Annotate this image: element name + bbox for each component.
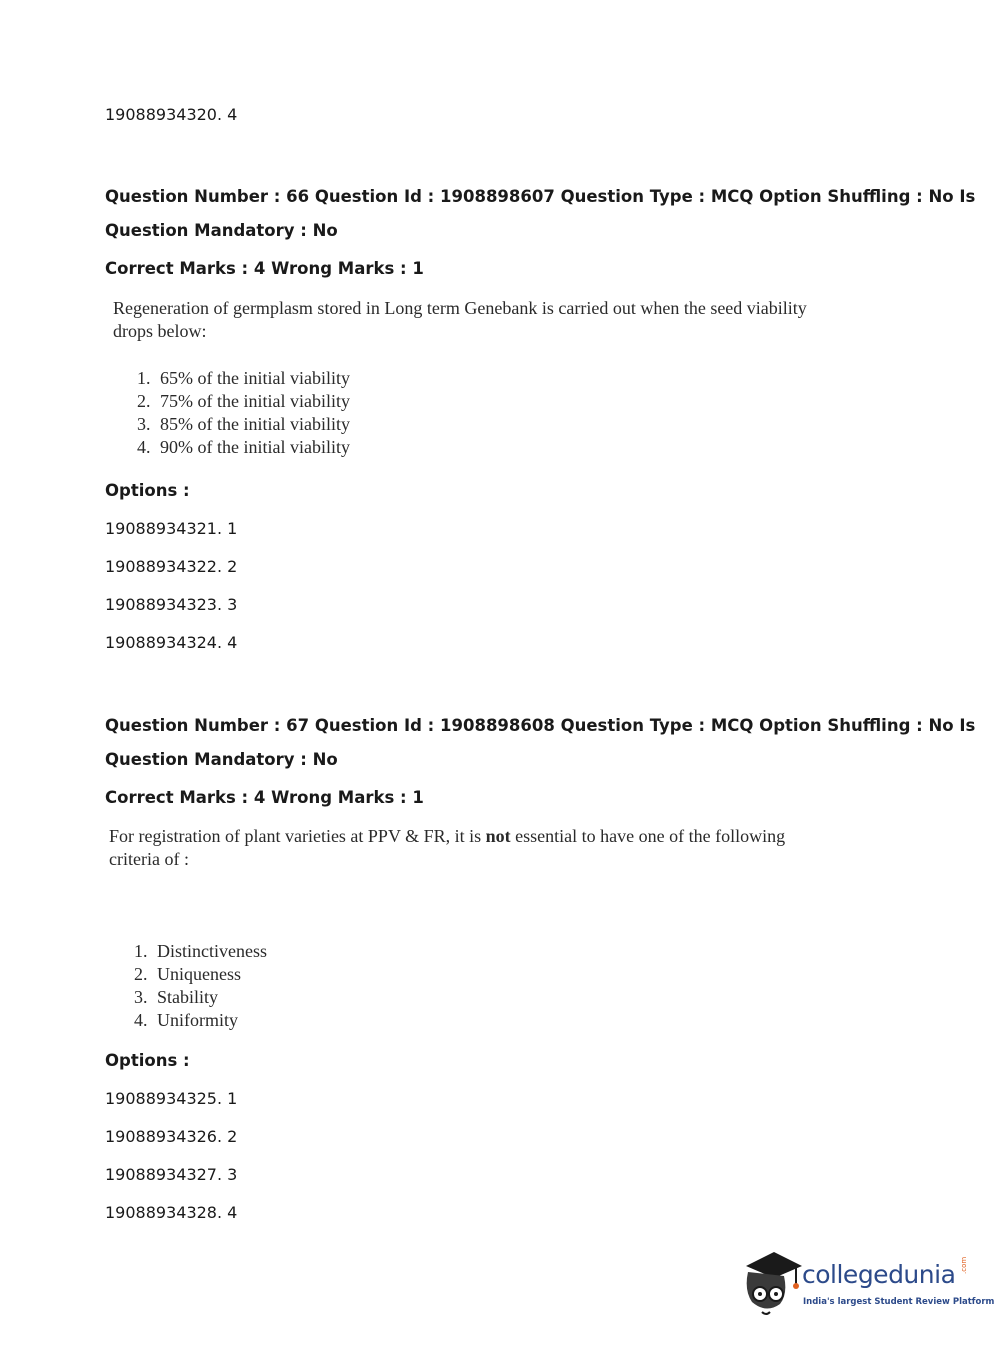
choice-number: 4. — [134, 1010, 148, 1030]
q66-option-1: 19088934321. 1 — [105, 519, 238, 538]
q66-mandatory: Question Mandatory : No — [105, 221, 338, 240]
q66-choice — [137, 413, 350, 436]
collegedunia-logo — [740, 1250, 995, 1320]
q67-choice — [134, 963, 267, 986]
mascot-icon — [740, 1250, 804, 1320]
q67-stem-line2: criteria of : — [109, 849, 189, 869]
choice-number: 2. — [137, 391, 151, 411]
q67-stem-part-a: For registration of plant varieties at PPV & FR, it is — [109, 826, 486, 846]
choice-text: Stability — [157, 987, 219, 1007]
q67-stem-emphasis: not — [485, 826, 511, 846]
q66-options-label: Options : — [105, 481, 190, 500]
choice-text: 90% of the initial viability — [160, 437, 350, 457]
q66-header: Question Number : 66 Question Id : 1908898607 Question Type : MCQ Option Shuffling : No Is — [105, 187, 976, 206]
q66-choices — [137, 367, 350, 459]
q67-choice — [134, 940, 267, 963]
q66-option-4: 19088934324. 4 — [105, 633, 238, 652]
choice-number: 1. — [137, 368, 151, 388]
q66-stem-line2: drops below: — [113, 321, 207, 341]
q67-choice — [134, 1009, 267, 1032]
q66-option-3: 19088934323. 3 — [105, 595, 238, 614]
choice-number: 2. — [134, 964, 148, 984]
q67-option-4: 19088934328. 4 — [105, 1203, 238, 1222]
q67-stem — [109, 825, 785, 871]
logo-dotcom: .com — [960, 1256, 968, 1274]
q67-option-1: 19088934325. 1 — [105, 1089, 238, 1108]
prev-option: 19088934320. 4 — [105, 105, 238, 124]
logo-tagline: India's largest Student Review Platform — [803, 1297, 995, 1307]
q67-option-2: 19088934326. 2 — [105, 1127, 238, 1146]
q67-header: Question Number : 67 Question Id : 1908898608 Question Type : MCQ Option Shuffling : No Is — [105, 716, 976, 735]
choice-number: 3. — [134, 987, 148, 1007]
q66-stem — [113, 297, 807, 343]
q66-option-2: 19088934322. 2 — [105, 557, 238, 576]
q66-choice — [137, 390, 350, 413]
choice-number: 1. — [134, 941, 148, 961]
q67-stem-part-c: essential to have one of the following — [510, 826, 786, 846]
choice-text: Uniqueness — [157, 964, 241, 984]
choice-text: 75% of the initial viability — [160, 391, 350, 411]
choice-number: 3. — [137, 414, 151, 434]
q67-choices — [134, 940, 267, 1032]
q66-stem-line1: Regeneration of germplasm stored in Long term Genebank is carried out when the seed viability — [113, 298, 807, 318]
q67-mandatory: Question Mandatory : No — [105, 750, 338, 769]
choice-text: Distinctiveness — [157, 941, 267, 961]
q67-option-3: 19088934327. 3 — [105, 1165, 238, 1184]
choice-number: 4. — [137, 437, 151, 457]
choice-text: 65% of the initial viability — [160, 368, 350, 388]
choice-text: Uniformity — [157, 1010, 238, 1030]
q66-marks: Correct Marks : 4 Wrong Marks : 1 — [105, 259, 424, 278]
q66-choice — [137, 367, 350, 390]
q67-choice — [134, 986, 267, 1009]
q67-stem-line1 — [109, 825, 785, 848]
q67-options-label: Options : — [105, 1051, 190, 1070]
q67-marks: Correct Marks : 4 Wrong Marks : 1 — [105, 788, 424, 807]
q66-choice — [137, 436, 350, 459]
logo-brand: collegedunia — [802, 1260, 956, 1289]
choice-text: 85% of the initial viability — [160, 414, 350, 434]
